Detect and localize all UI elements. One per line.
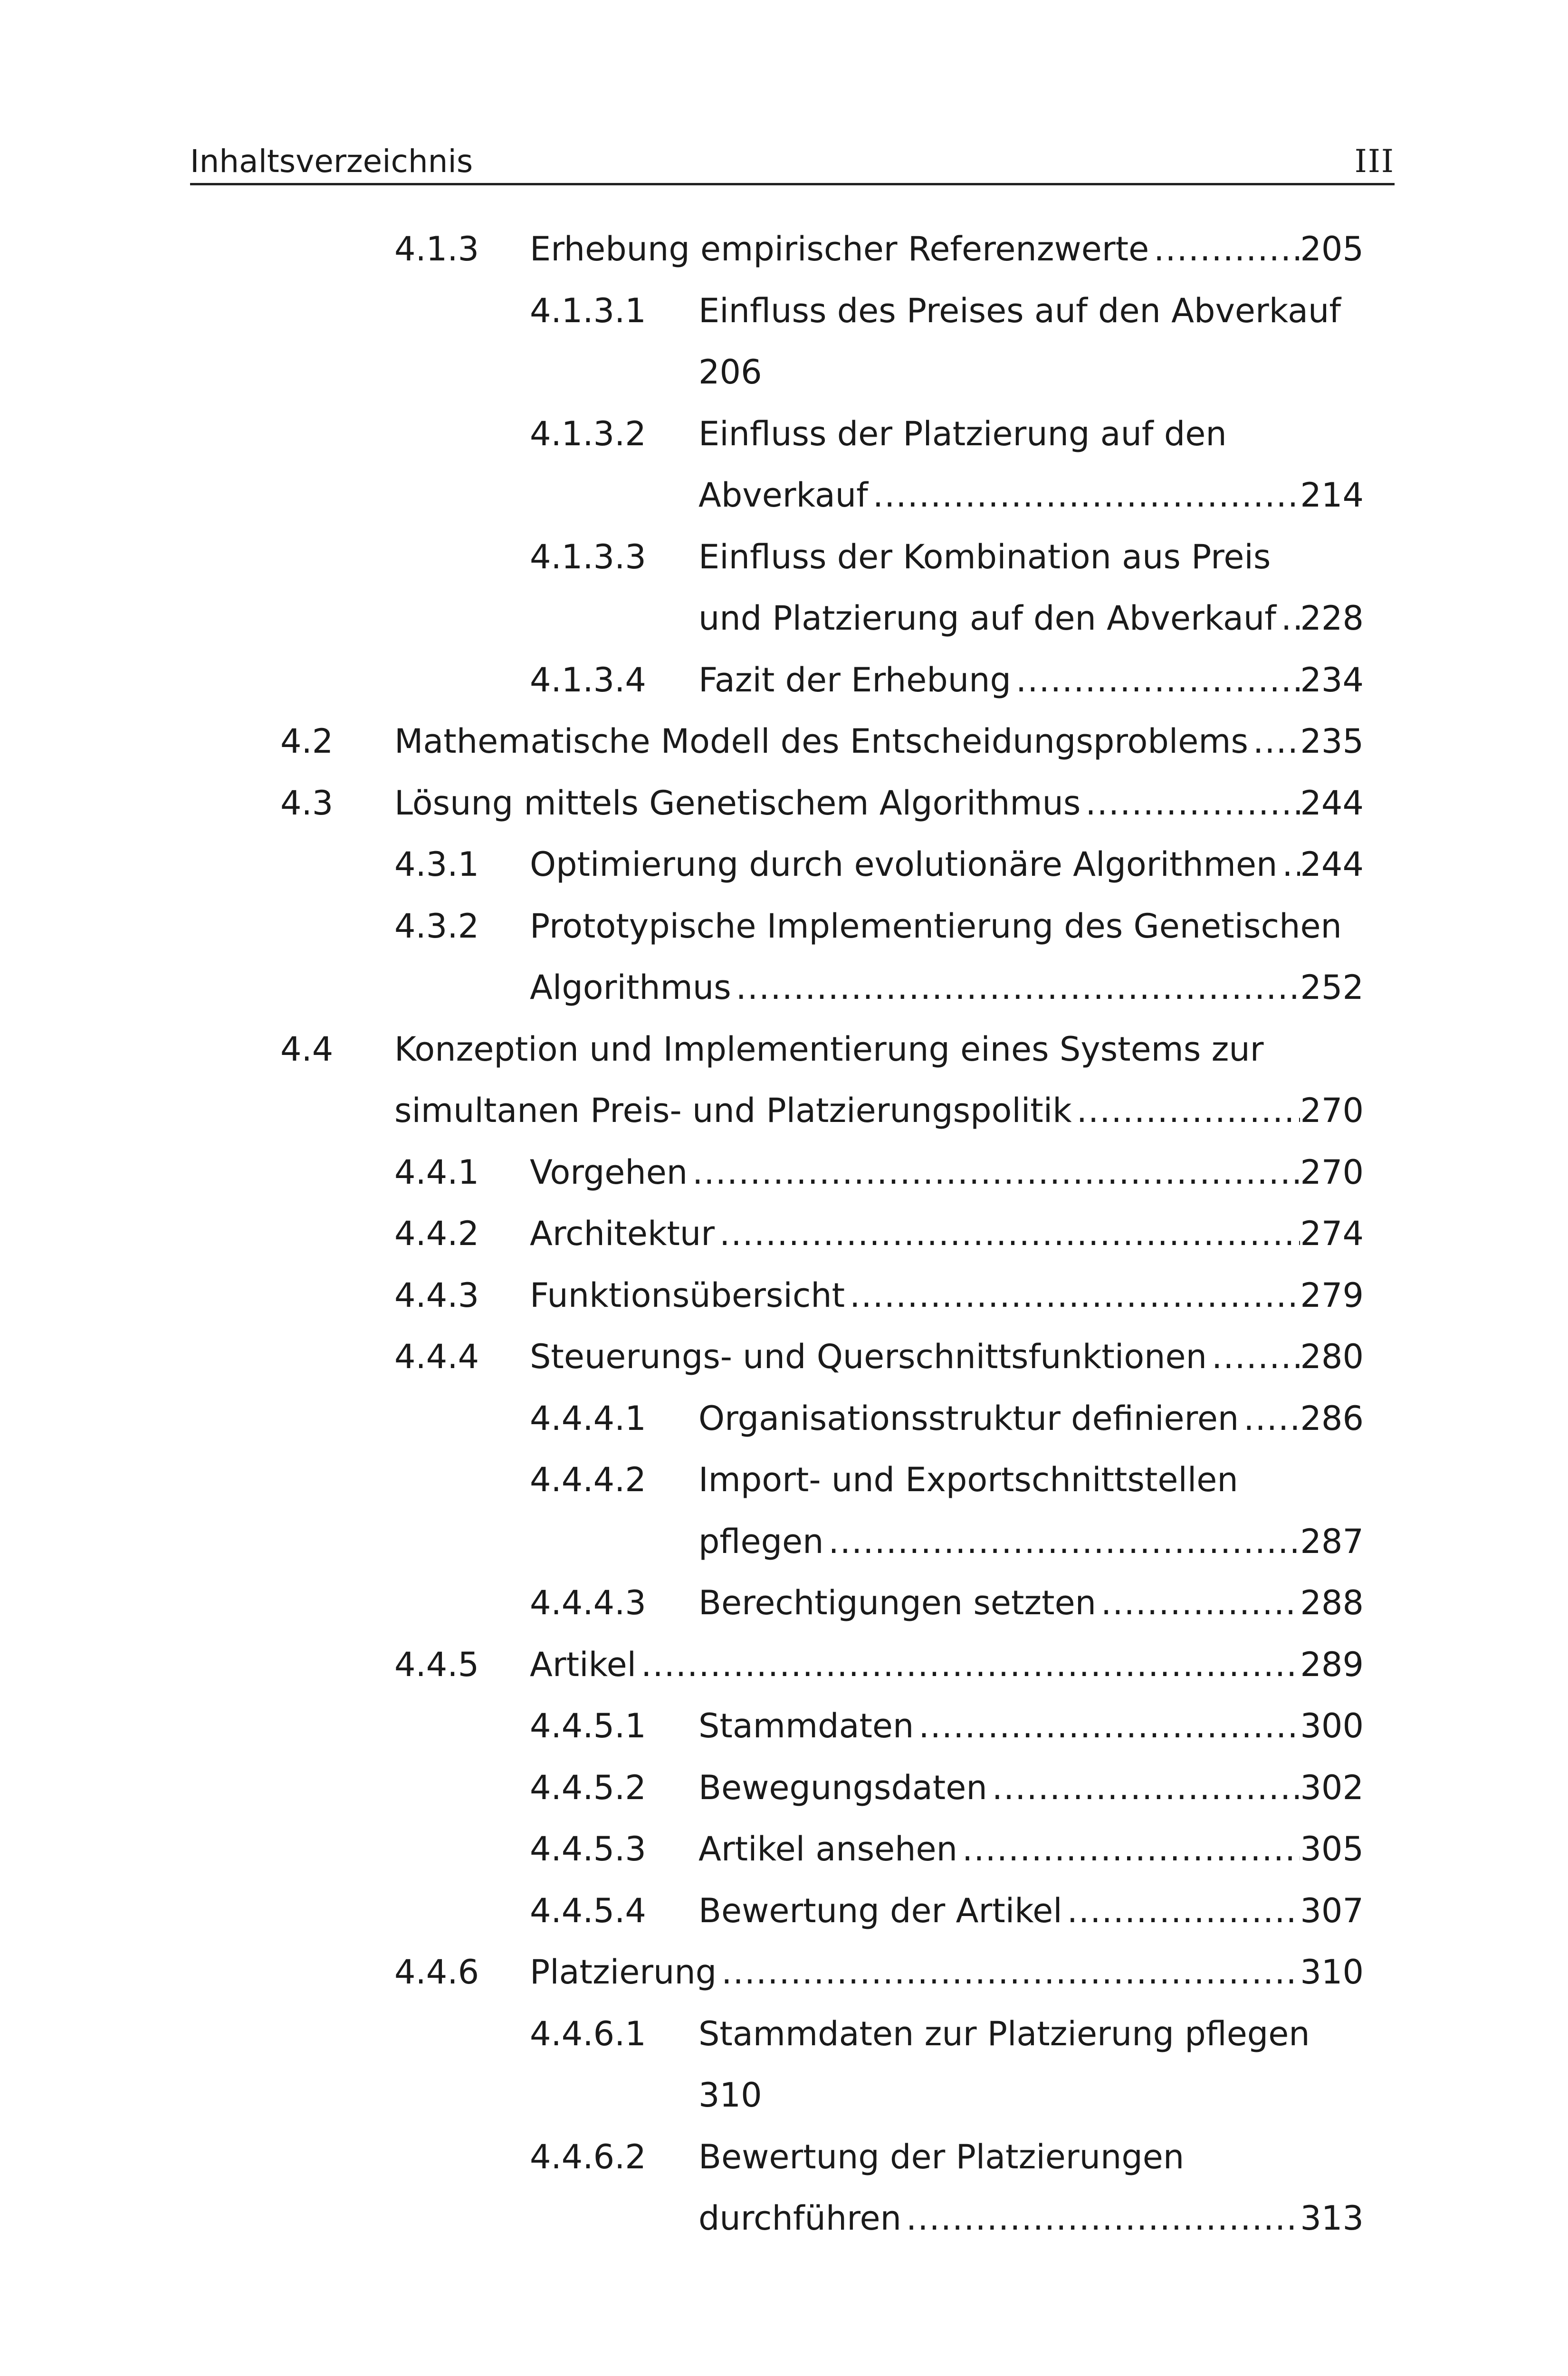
toc-entry-title: Vorgehen: [530, 1152, 688, 1192]
toc-entry-number: 4.1.3: [394, 230, 479, 268]
toc-entry-line: [530, 2065, 1364, 2126]
toc-entry-page: 302: [1300, 1768, 1364, 1807]
toc-entry-line: [530, 1880, 1364, 1942]
toc-entry-line: [394, 219, 1364, 280]
toc-entry-page: 300: [1300, 1706, 1364, 1745]
toc-entry-title: Funktionsübersicht: [530, 1275, 845, 1315]
toc-entry-page: 313: [1300, 2199, 1364, 2238]
toc-entry-line: [530, 1696, 1364, 1757]
toc-entry-title: 310: [698, 2076, 762, 2115]
toc-entry-line: [530, 2003, 1364, 2065]
toc-entry-page: 279: [1300, 1275, 1364, 1315]
toc-entry-page: 235: [1300, 722, 1364, 761]
toc-entry-number: 4.4.5.4: [530, 1891, 646, 1930]
toc-entry-title: und Platzierung auf den Abverkauf: [698, 599, 1276, 638]
toc-entry-number: 4.4.5: [394, 1645, 479, 1684]
toc-entry-number: 4.3.1: [394, 845, 479, 884]
toc-dot-leader: [731, 957, 1300, 1018]
toc-entry-line: [530, 280, 1364, 342]
toc-dot-leader: [987, 1757, 1300, 1819]
toc-dot-leader: [957, 1819, 1300, 1880]
toc-entry-title: Berechtigungen setzten: [698, 1583, 1097, 1622]
toc-entry-title: Mathematische Modell des Entscheidungsproblems: [394, 722, 1248, 761]
toc-entry-line: [530, 1449, 1364, 1511]
toc-entry-line: [530, 1757, 1364, 1819]
toc-entry-line: [530, 1819, 1364, 1880]
toc-entry-title: Stammdaten: [698, 1706, 914, 1745]
toc-entry-line: [394, 1634, 1364, 1696]
toc-entry-line: [530, 1388, 1364, 1449]
toc-entry-number: 4.4.5.2: [530, 1768, 646, 1807]
toc-entry-line: [530, 588, 1364, 649]
toc-entry-line: [394, 896, 1364, 957]
toc-entry-title: Erhebung empirischer Referenzwerte: [530, 230, 1149, 268]
toc-dot-leader: [901, 2188, 1300, 2249]
toc-entry-line: [530, 465, 1364, 526]
toc-entry-line: [394, 834, 1364, 895]
toc-dot-leader: [1096, 1572, 1300, 1634]
toc-entry-title: pflegen: [698, 1522, 824, 1561]
toc-dot-leader: [1062, 1880, 1300, 1942]
toc-entry-line: [280, 773, 1364, 834]
toc-entry-title: Prototypische Implementierung des Genetischen: [530, 906, 1342, 946]
toc-entry-line: [394, 1265, 1364, 1326]
toc-entry-line: [530, 1511, 1364, 1572]
toc-entry-number: 4.4.2: [394, 1214, 479, 1253]
toc-dot-leader: [1239, 1388, 1300, 1449]
toc-entry-line: [394, 1942, 1364, 2003]
toc-dot-leader: [1072, 1080, 1300, 1141]
toc-entry-line: [280, 1080, 1364, 1141]
toc-entry-number: 4.4.1: [394, 1152, 479, 1192]
toc-entry-page: 252: [1300, 968, 1364, 1007]
toc-entry-number: 4.4.4.3: [530, 1583, 646, 1622]
toc-entry-title: Abverkauf: [698, 476, 868, 515]
toc-dot-leader: [688, 1142, 1300, 1203]
toc-entry-title: Einfluss der Kombination aus Preis: [698, 537, 1271, 576]
toc-entry-line: [394, 1326, 1364, 1388]
toc-entry-page: 280: [1300, 1337, 1364, 1376]
toc-entry-number: 4.1.3.4: [530, 660, 646, 699]
toc-dot-leader: [1277, 834, 1300, 895]
toc-entry-line: [530, 2127, 1364, 2188]
toc-entry-number: 4.4.6.2: [530, 2137, 646, 2176]
toc-dot-leader: [1080, 773, 1300, 834]
toc-entry-title: Bewegungsdaten: [698, 1768, 987, 1807]
toc-entry-number: 4.4.5.1: [530, 1706, 646, 1745]
toc-entry-title: Einfluss der Platzierung auf den: [698, 414, 1227, 453]
toc-entry-number: 4.3.2: [394, 906, 479, 946]
toc-entry-title: Konzeption und Implementierung eines Systems zur: [394, 1029, 1264, 1069]
toc-entry-page: 234: [1300, 660, 1364, 699]
toc-entry-page: 270: [1300, 1152, 1364, 1192]
toc-dot-leader: [1149, 219, 1300, 280]
toc-entry-page: 205: [1300, 230, 1364, 268]
toc-entry-page: 287: [1300, 1522, 1364, 1561]
toc-entry-title: Bewertung der Artikel: [698, 1891, 1062, 1930]
toc-dot-leader: [1207, 1326, 1300, 1388]
toc-entry-title: Stammdaten zur Platzierung pflegen: [698, 2014, 1310, 2053]
toc-dot-leader: [914, 1696, 1300, 1757]
toc-entry-number: 4.4.4: [394, 1337, 479, 1376]
toc-entry-title: Algorithmus: [530, 968, 731, 1007]
toc-entry-number: 4.2: [280, 722, 334, 761]
toc-entry-title: Artikel ansehen: [698, 1830, 957, 1868]
toc-entry-line: [394, 1142, 1364, 1203]
toc-entry-number: 4.1.3.3: [530, 537, 646, 576]
toc-dot-leader: [823, 1511, 1300, 1572]
toc-entry-title: Import- und Exportschnittstellen: [698, 1460, 1238, 1499]
toc-entry-title: Steuerungs- und Querschnittsfunktionen: [530, 1337, 1207, 1376]
toc-entry-number: 4.4.4.2: [530, 1460, 646, 1499]
toc-entry-number: 4.4.6: [394, 1953, 479, 1992]
toc-dot-leader: [1248, 711, 1300, 772]
toc-entry-title: Artikel: [530, 1645, 637, 1684]
page-header: [190, 140, 1395, 185]
toc-entry-title: Fazit der Erhebung: [698, 660, 1011, 699]
toc-entry-page: 286: [1300, 1399, 1364, 1438]
toc-entry-title: 206: [698, 353, 762, 392]
toc-entry-line: [530, 2188, 1364, 2249]
toc-entry-line: [280, 1019, 1364, 1080]
toc-entry-page: 244: [1300, 783, 1364, 823]
toc-dot-leader: [636, 1634, 1300, 1696]
toc-entry-number: 4.3: [280, 783, 334, 823]
toc-entry-title: Platzierung: [530, 1953, 717, 1992]
toc-entry-page: 307: [1300, 1891, 1364, 1930]
toc-entry-title: Einfluss des Preises auf den Abverkauf: [698, 291, 1341, 330]
toc-entry-line: [530, 527, 1364, 588]
toc-entry-page: 214: [1300, 476, 1364, 515]
toc-entry-title: durchführen: [698, 2199, 901, 2238]
toc-dot-leader: [1276, 588, 1300, 649]
toc-entry-number: 4.1.3.1: [530, 291, 646, 330]
toc-entry-line: [280, 711, 1364, 772]
toc-dot-leader: [845, 1265, 1300, 1326]
toc-entry-page: 244: [1300, 845, 1364, 884]
toc-entry-page: 305: [1300, 1830, 1364, 1868]
toc-entry-number: 4.4: [280, 1029, 334, 1069]
toc-entry-title: simultanen Preis- und Platzierungspolitik: [394, 1091, 1072, 1130]
toc-entry-page: 274: [1300, 1214, 1364, 1253]
toc-entry-number: 4.1.3.2: [530, 414, 646, 453]
toc-entry-page: 228: [1300, 599, 1364, 638]
page-number: III: [1354, 143, 1395, 180]
toc-entry-title: Lösung mittels Genetischem Algorithmus: [394, 783, 1081, 823]
toc-dot-leader: [715, 1203, 1300, 1265]
toc-entry-page: 270: [1300, 1091, 1364, 1130]
toc-entry-number: 4.4.5.3: [530, 1830, 646, 1868]
toc-entry-title: Organisationsstruktur definieren: [698, 1399, 1239, 1438]
toc-entry-line: [530, 1572, 1364, 1634]
toc-dot-leader: [717, 1942, 1300, 2003]
toc-entry-number: 4.4.4.1: [530, 1399, 646, 1438]
toc-entry-number: 4.4.6.1: [530, 2014, 646, 2053]
toc-entry-title: Bewertung der Platzierungen: [698, 2137, 1185, 2176]
running-title: Inhaltsverzeichnis: [190, 143, 473, 180]
toc-entry-number: 4.4.3: [394, 1275, 479, 1315]
toc-dot-leader: [868, 465, 1300, 526]
toc-entry-title: Optimierung durch evolutionäre Algorithmen: [530, 845, 1278, 884]
toc-entry-title: Architektur: [530, 1214, 715, 1253]
toc-entry-line: [394, 1203, 1364, 1265]
toc-entry-line: [530, 650, 1364, 711]
toc-entry-line: [394, 957, 1364, 1018]
toc-entry-page: 288: [1300, 1583, 1364, 1622]
toc-entry-line: [530, 342, 1364, 403]
toc-entry-page: 289: [1300, 1645, 1364, 1684]
toc-entry-line: [530, 403, 1364, 465]
toc-entry-page: 310: [1300, 1953, 1364, 1992]
toc-dot-leader: [1011, 650, 1300, 711]
